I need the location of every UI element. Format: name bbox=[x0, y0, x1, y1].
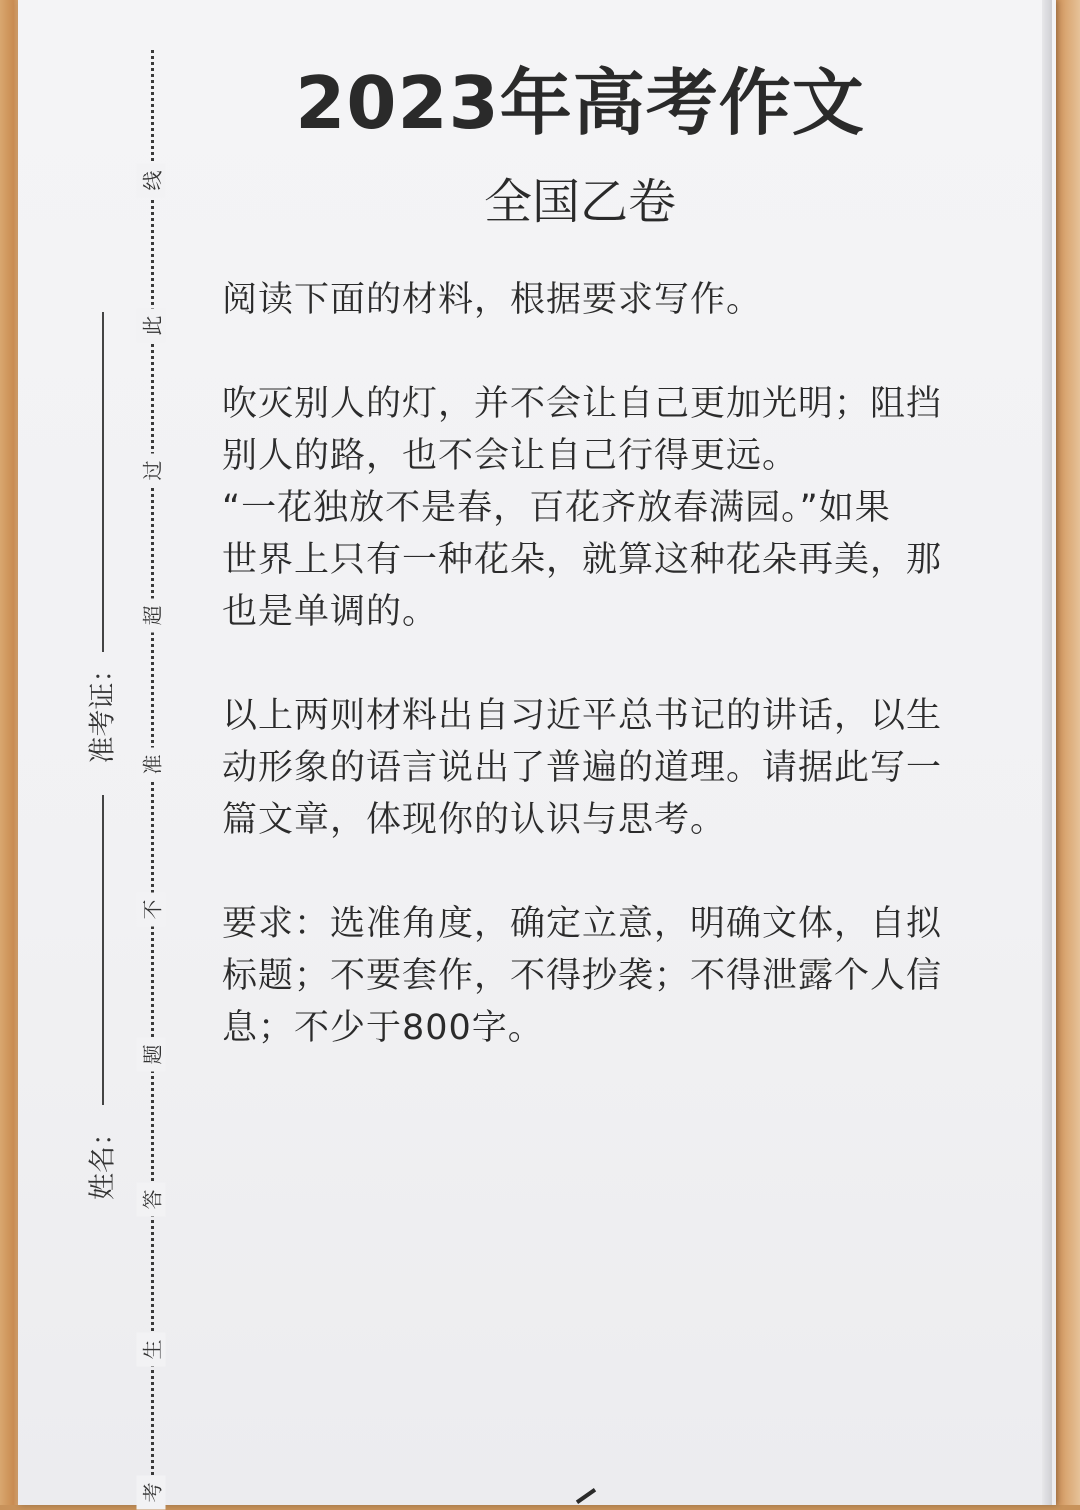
exam-id-label: 准考证： bbox=[87, 655, 119, 764]
seal-char: 线 bbox=[137, 164, 166, 198]
seal-char: 题 bbox=[137, 1038, 166, 1072]
requirements-paragraph bbox=[222, 898, 967, 1054]
material-paragraph-2 bbox=[222, 690, 967, 846]
instruction-text bbox=[222, 274, 967, 326]
name-label: 姓名： bbox=[87, 1119, 119, 1200]
seal-char: 不 bbox=[137, 893, 166, 927]
material-paragraph-1 bbox=[222, 378, 967, 638]
page-title: 2023年高考作文 bbox=[295, 61, 865, 145]
text-line: 要求：选准角度，确定立意，明确文体，自拟 bbox=[222, 904, 943, 944]
text-line: 吹灭别人的灯，并不会让自己更加光明；阻挡 bbox=[222, 384, 943, 424]
text-line: 动形象的语言说出了普遍的道理。请据此写一 bbox=[222, 748, 943, 788]
text-line: “一花独放不是春，百花齐放春满园。”如果 bbox=[222, 488, 891, 528]
text-line: 世界上只有一种花朵，就算这种花朵再美，那 bbox=[222, 540, 943, 580]
text-line: 也是单调的。 bbox=[222, 592, 439, 632]
seal-char: 准 bbox=[137, 748, 166, 782]
seal-char: 此 bbox=[137, 309, 166, 343]
instruction-line: 阅读下面的材料，根据要求写作。 bbox=[222, 280, 763, 320]
seal-char: 考 bbox=[137, 1476, 166, 1510]
page-subtitle: 全国乙卷 bbox=[483, 174, 676, 230]
name-underline bbox=[102, 795, 104, 1105]
paper-edge bbox=[1042, 0, 1052, 1505]
text-line: 篇文章，体现你的认识与思考。 bbox=[222, 800, 727, 840]
seal-char: 过 bbox=[137, 454, 166, 488]
exam-id-underline bbox=[102, 312, 104, 652]
text-line: 别人的路，也不会让自己行得更远。 bbox=[222, 436, 799, 476]
text-line: 以上两则材料出自习近平总书记的讲话，以生 bbox=[222, 696, 943, 736]
text-line: 标题；不要套作，不得抄袭；不得泄露个人信 bbox=[222, 956, 943, 996]
seal-char: 超 bbox=[137, 599, 166, 633]
seal-char: 答 bbox=[137, 1183, 166, 1217]
seal-char: 生 bbox=[137, 1333, 166, 1367]
text-line: 息；不少于800字。 bbox=[222, 1008, 544, 1048]
